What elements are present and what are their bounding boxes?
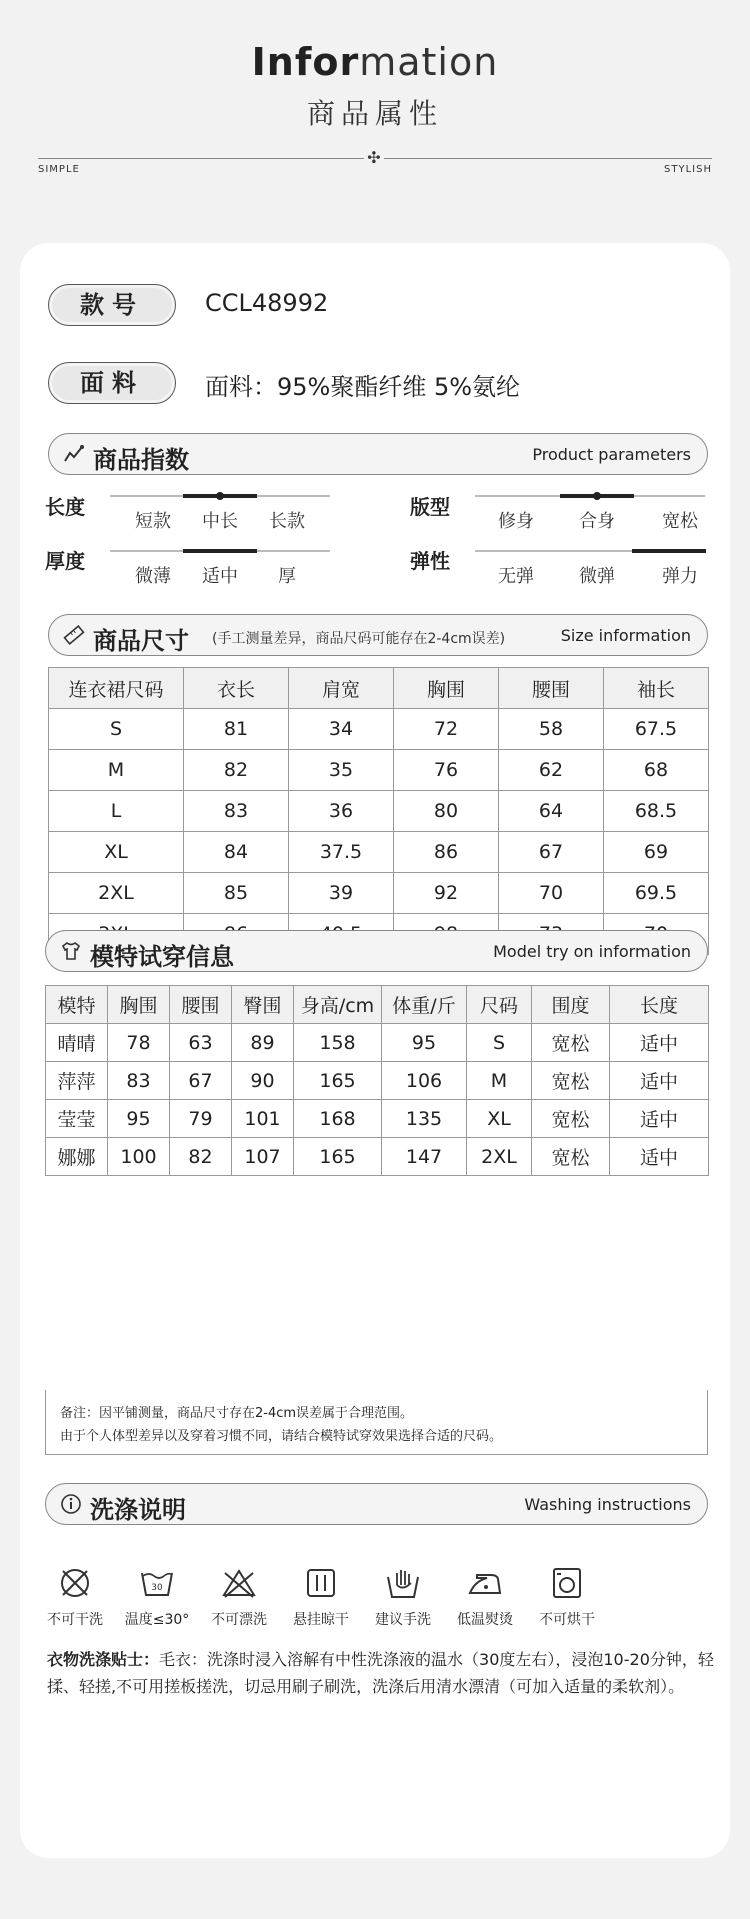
size-info-en: Size information bbox=[560, 626, 691, 645]
model-cell: M bbox=[467, 1062, 532, 1100]
header-right-tag: STYLISH bbox=[664, 164, 712, 175]
thickness-option: 厚 bbox=[278, 566, 296, 587]
wash-item bbox=[522, 1563, 612, 1629]
model-header-cell: 腰围 bbox=[170, 986, 232, 1024]
size-cell: 68.5 bbox=[604, 791, 709, 832]
table-row bbox=[49, 709, 709, 750]
wash-item-label: 低温熨烫 bbox=[457, 1612, 513, 1628]
cross-ornament-icon: ✣ bbox=[364, 148, 384, 168]
length-option: 中长 bbox=[202, 511, 238, 532]
style-number-value: CCL48992 bbox=[205, 289, 329, 317]
wash-item bbox=[276, 1563, 366, 1629]
size-cell: 36 bbox=[289, 791, 394, 832]
shirt-icon bbox=[60, 940, 82, 962]
elasticity-option: 无弹 bbox=[498, 566, 534, 587]
fit-selected-dot bbox=[593, 492, 601, 500]
model-cell: 106 bbox=[382, 1062, 467, 1100]
size-cell: 69 bbox=[604, 832, 709, 873]
page-header bbox=[0, 0, 750, 200]
product-index-title: 商品指数 bbox=[93, 446, 189, 474]
fit-option: 修身 bbox=[498, 511, 534, 532]
model-cell: 莹莹 bbox=[46, 1100, 108, 1138]
info-card bbox=[20, 243, 730, 1858]
wash-item-label: 温度≤30° bbox=[124, 1612, 190, 1628]
model-info-title: 模特试穿信息 bbox=[90, 943, 234, 971]
model-header-cell: 体重/斤 bbox=[382, 986, 467, 1024]
header-title: Information bbox=[251, 40, 499, 84]
thickness-selected-bar bbox=[183, 549, 257, 553]
size-cell: 68 bbox=[604, 750, 709, 791]
size-info-note: (手工测量差异，商品尺码可能存在2-4cm误差) bbox=[212, 631, 506, 647]
fabric-label: 面料 bbox=[48, 362, 176, 404]
length-selected-dot bbox=[216, 492, 224, 500]
svg-text:30: 30 bbox=[151, 1583, 163, 1593]
length-option: 短款 bbox=[135, 511, 171, 532]
model-cell: 宽松 bbox=[532, 1062, 610, 1100]
model-cell: 适中 bbox=[610, 1138, 709, 1176]
size-info-title: 商品尺寸 bbox=[93, 627, 189, 655]
model-table bbox=[45, 985, 709, 1176]
model-cell: 158 bbox=[294, 1024, 382, 1062]
elasticity-selected-bar bbox=[632, 549, 706, 553]
model-cell: 168 bbox=[294, 1100, 382, 1138]
size-cell: 72 bbox=[394, 709, 499, 750]
table-row bbox=[46, 1062, 709, 1100]
wash-item bbox=[358, 1563, 448, 1629]
wash-30-icon bbox=[137, 1563, 177, 1603]
model-header-cell: 胸围 bbox=[108, 986, 170, 1024]
fabric-value: 面料：95%聚酯纤维 5%氨纶 bbox=[205, 373, 521, 401]
elasticity-option: 微弹 bbox=[579, 566, 615, 587]
size-header-cell: 袖长 bbox=[604, 668, 709, 709]
info-icon bbox=[60, 1493, 82, 1515]
model-cell: 79 bbox=[170, 1100, 232, 1138]
model-cell: 100 bbox=[108, 1138, 170, 1176]
elasticity-label: 弹性 bbox=[410, 549, 450, 573]
elasticity-option: 弹力 bbox=[662, 566, 698, 587]
table-row bbox=[49, 750, 709, 791]
model-header-cell: 长度 bbox=[610, 986, 709, 1024]
model-cell: 63 bbox=[170, 1024, 232, 1062]
size-cell: 69.5 bbox=[604, 873, 709, 914]
model-cell: 82 bbox=[170, 1138, 232, 1176]
washing-en: Washing instructions bbox=[524, 1495, 691, 1514]
size-cell: 35 bbox=[289, 750, 394, 791]
wash-item bbox=[30, 1563, 120, 1629]
table-row bbox=[46, 1138, 709, 1176]
wash-item-label: 悬挂晾干 bbox=[293, 1612, 349, 1628]
wash-item bbox=[112, 1563, 202, 1629]
model-cell: 宽松 bbox=[532, 1138, 610, 1176]
low-iron-icon bbox=[465, 1563, 505, 1603]
size-cell: 80 bbox=[394, 791, 499, 832]
size-cell: 92 bbox=[394, 873, 499, 914]
table-row bbox=[49, 832, 709, 873]
ruler-icon bbox=[63, 624, 85, 646]
washing-tips bbox=[47, 1646, 727, 1700]
model-cell: 2XL bbox=[467, 1138, 532, 1176]
hand-wash-icon bbox=[383, 1563, 423, 1603]
no-bleach-icon bbox=[219, 1563, 259, 1603]
length-label: 长度 bbox=[45, 495, 85, 519]
thickness-option: 适中 bbox=[202, 566, 238, 587]
product-index-header bbox=[48, 433, 708, 475]
model-cell: 晴晴 bbox=[46, 1024, 108, 1062]
size-cell: 67.5 bbox=[604, 709, 709, 750]
model-cell: 83 bbox=[108, 1062, 170, 1100]
model-cell: 娜娜 bbox=[46, 1138, 108, 1176]
wash-item-label: 不可干洗 bbox=[47, 1612, 103, 1628]
model-cell: 95 bbox=[108, 1100, 170, 1138]
size-cell: 2XL bbox=[49, 873, 184, 914]
model-cell: 适中 bbox=[610, 1100, 709, 1138]
size-cell: 76 bbox=[394, 750, 499, 791]
style-number-label: 款号 bbox=[48, 284, 176, 326]
model-cell: XL bbox=[467, 1100, 532, 1138]
length-option: 长款 bbox=[269, 511, 305, 532]
thickness-option: 微薄 bbox=[135, 566, 171, 587]
size-cell: 85 bbox=[184, 873, 289, 914]
size-header-cell: 衣长 bbox=[184, 668, 289, 709]
wash-item-label: 不可烘干 bbox=[539, 1612, 595, 1628]
model-remark bbox=[45, 1390, 708, 1455]
model-cell: 89 bbox=[232, 1024, 294, 1062]
washing-title: 洗涤说明 bbox=[90, 1496, 186, 1524]
table-row bbox=[46, 1024, 709, 1062]
size-cell: 39 bbox=[289, 873, 394, 914]
size-table-header bbox=[49, 668, 709, 709]
model-info-en: Model try on information bbox=[493, 942, 691, 961]
model-cell: 165 bbox=[294, 1138, 382, 1176]
model-cell: 165 bbox=[294, 1062, 382, 1100]
size-cell: M bbox=[49, 750, 184, 791]
fit-option: 合身 bbox=[579, 511, 615, 532]
wash-item bbox=[194, 1563, 284, 1629]
model-cell: 95 bbox=[382, 1024, 467, 1062]
trend-line-icon bbox=[63, 443, 85, 465]
size-header-cell: 肩宽 bbox=[289, 668, 394, 709]
model-cell: 适中 bbox=[610, 1024, 709, 1062]
thickness-label: 厚度 bbox=[45, 549, 85, 573]
wash-item-label: 不可漂洗 bbox=[211, 1612, 267, 1628]
model-header-cell: 尺码 bbox=[467, 986, 532, 1024]
size-table bbox=[48, 667, 709, 955]
size-cell: 58 bbox=[499, 709, 604, 750]
model-cell: 78 bbox=[108, 1024, 170, 1062]
size-header-cell: 连衣裙尺码 bbox=[49, 668, 184, 709]
size-cell: XL bbox=[49, 832, 184, 873]
model-table-header bbox=[46, 986, 709, 1024]
remark-line: 由于个人体型差异以及穿着习惯不同，请结合模特试穿效果选择合适的尺码。 bbox=[60, 1429, 503, 1444]
wash-item bbox=[440, 1563, 530, 1629]
size-info-header bbox=[48, 614, 708, 656]
table-row bbox=[49, 873, 709, 914]
model-cell: 宽松 bbox=[532, 1024, 610, 1062]
fit-option: 宽松 bbox=[662, 511, 698, 532]
wash-item-label: 建议手洗 bbox=[375, 1612, 431, 1628]
model-header-cell: 模特 bbox=[46, 986, 108, 1024]
model-cell: 萍萍 bbox=[46, 1062, 108, 1100]
size-cell: 86 bbox=[394, 832, 499, 873]
size-cell: 64 bbox=[499, 791, 604, 832]
hang-dry-icon bbox=[301, 1563, 341, 1603]
no-tumble-dry-icon bbox=[547, 1563, 587, 1603]
model-cell: S bbox=[467, 1024, 532, 1062]
washing-tips-text: 毛衣：洗涤时浸入溶解有中性洗涤液的温水（30度左右），浸泡10-20分钟，轻揉、轻搓,不可用搓板搓洗，切忌用刷子刷洗，洗涤后用清水漂清（可加入适量的柔软剂）。 bbox=[47, 1650, 714, 1696]
size-cell: 67 bbox=[499, 832, 604, 873]
fit-label: 版型 bbox=[410, 495, 450, 519]
size-cell: 34 bbox=[289, 709, 394, 750]
table-row bbox=[46, 1100, 709, 1138]
washing-header bbox=[45, 1483, 708, 1525]
model-cell: 67 bbox=[170, 1062, 232, 1100]
remark-line: 备注：因平铺测量，商品尺寸存在2-4cm误差属于合理范围。 bbox=[60, 1406, 414, 1421]
size-cell: S bbox=[49, 709, 184, 750]
model-cell: 107 bbox=[232, 1138, 294, 1176]
product-index-en: Product parameters bbox=[532, 445, 691, 464]
model-header-cell: 臀围 bbox=[232, 986, 294, 1024]
model-info-header bbox=[45, 930, 708, 972]
size-cell: 83 bbox=[184, 791, 289, 832]
washing-tips-title: 衣物洗涤贴士： bbox=[47, 1650, 160, 1669]
model-cell: 适中 bbox=[610, 1062, 709, 1100]
header-left-tag: SIMPLE bbox=[38, 164, 80, 175]
no-dry-clean-icon bbox=[55, 1563, 95, 1603]
size-header-cell: 胸围 bbox=[394, 668, 499, 709]
size-cell: 81 bbox=[184, 709, 289, 750]
model-cell: 147 bbox=[382, 1138, 467, 1176]
size-header-cell: 腰围 bbox=[499, 668, 604, 709]
table-row bbox=[49, 791, 709, 832]
size-cell: 62 bbox=[499, 750, 604, 791]
model-cell: 101 bbox=[232, 1100, 294, 1138]
size-cell: 84 bbox=[184, 832, 289, 873]
size-cell: 70 bbox=[499, 873, 604, 914]
size-cell: L bbox=[49, 791, 184, 832]
size-cell: 82 bbox=[184, 750, 289, 791]
model-header-cell: 身高/cm bbox=[294, 986, 382, 1024]
model-cell: 135 bbox=[382, 1100, 467, 1138]
model-cell: 90 bbox=[232, 1062, 294, 1100]
model-cell: 宽松 bbox=[532, 1100, 610, 1138]
model-header-cell: 围度 bbox=[532, 986, 610, 1024]
header-subtitle: 商品属性 bbox=[306, 97, 443, 130]
size-cell: 37.5 bbox=[289, 832, 394, 873]
